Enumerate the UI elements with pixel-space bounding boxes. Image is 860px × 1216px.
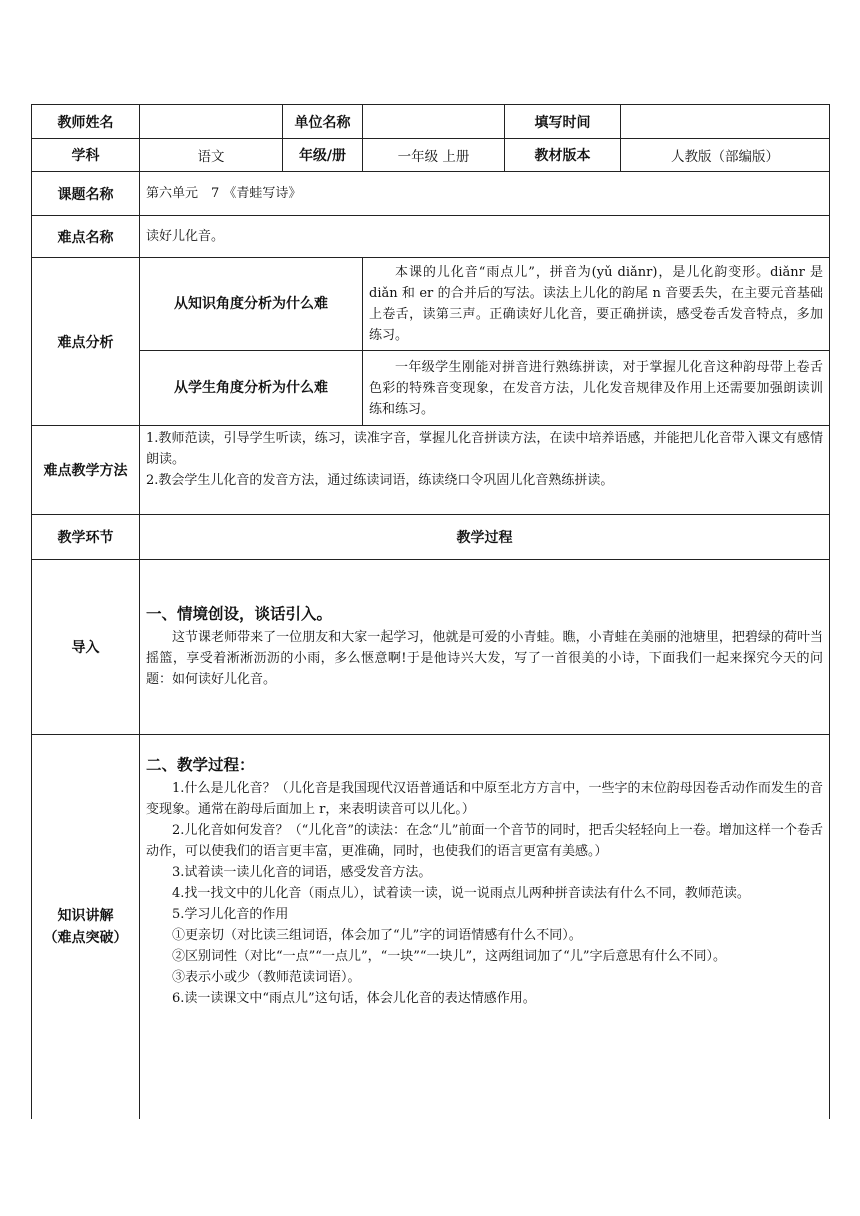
process-item: ③表示小或少（教师范读词语）。 [172,970,361,985]
teacher-name-value [140,105,283,139]
teaching-method-line-1: 1.教师范读，引导学生听读，练习，读准字音，掌握儿化音拼读方法，在读中培养语感，并能把儿化音带入课文有感情朗读。 [146,431,823,467]
fill-date-label: 填写时间 [505,105,621,139]
student-angle-label: 从学生角度分析为什么难 [140,351,363,426]
process-section-title: 二、教学过程： [146,756,255,774]
teaching-method-label: 难点教学方法 [32,426,140,515]
knowledge-stage-label-line-1: 知识讲解 [57,907,114,924]
analysis-row-knowledge [32,258,830,351]
analysis-row-student [32,351,830,426]
process-item: 4.找一找文中的儿化音（雨点儿），试着读一读，说一说雨点儿两种拼音读法有什么不同，教师范读。 [172,886,750,901]
student-angle-text: 一年级学生刚能对拼音进行熟练拼读，对于掌握儿化音这种韵母带上卷舌色彩的特殊音变现象，在发音方法，儿化发音规律及作用上还需要加强朗读训练和练习。 [363,351,830,426]
process-item: 2.儿化音如何发音？（“儿化音”的读法：在念“儿”前面一个音节的同时，把舌尖轻轻向上一卷。增加这样一个卷舌动作，可以使我们的语言更丰富，更准确，同时，也使我们的语言更富有美感。） [146,823,823,859]
difficulty-name-value: 读好儿化音。 [140,216,830,258]
lesson-title-label: 课题名称 [32,172,140,216]
difficulty-name-label: 难点名称 [32,216,140,258]
knowledge-angle-label: 从知识角度分析为什么难 [140,258,363,351]
teaching-method-text [140,426,830,515]
knowledge-content [140,735,830,1119]
teaching-stage-header: 教学环节 [32,515,140,560]
process-item: 3.试着读一读儿化音的词语，感受发音方法。 [172,865,432,880]
teacher-name-label: 教师姓名 [32,105,140,139]
lesson-plan-form [31,104,829,1119]
intro-content [140,560,830,735]
knowledge-angle-text: 本课的儿化音“雨点儿”，拼音为(yǔ diǎnr)，是儿化韵变形。diǎnr 是 diǎn 和 er 的合并后的写法。读法上儿化的韵尾 n 音要丢失，在主要元音基础上卷舌，读第三声。正确读好儿化音，要正确拼读，感受卷舌发音特点，多加练习。 [363,258,830,351]
unit-name-label: 单位名称 [283,105,363,139]
grade-label: 年级/册 [283,139,363,172]
knowledge-stage-label-line-2: （难点突破） [43,929,128,946]
intro-section-title: 一、情境创设，谈话引入。 [146,605,333,623]
knowledge-row [32,735,830,1119]
subject-value: 语文 [140,139,283,172]
process-item: 6.读一读课文中“雨点儿”这句话，体会儿化音的表达情感作用。 [172,991,536,1006]
lesson-row [32,172,830,216]
subject-label: 学科 [32,139,140,172]
method-row [32,426,830,515]
info-row-1 [32,105,830,139]
intro-row [32,560,830,735]
lesson-plan-table [31,104,830,1119]
process-item: 5.学习儿化音的作用 [172,907,289,922]
intro-stage-label: 导入 [32,560,140,735]
info-row-2 [32,139,830,172]
grade-value: 一年级 上册 [363,139,505,172]
intro-paragraph: 这节课老师带来了一位朋友和大家一起学习，他就是可爱的小青蛙。瞧，小青蛙在美丽的池塘里，把碧绿的荷叶当摇篮，享受着淅淅沥沥的小雨，多么惬意啊!于是他诗兴大发，写了一首很美的小诗，下面我们一起来探究今天的问题：如何读好儿化音。 [146,630,823,687]
unit-name-value [363,105,505,139]
fill-date-value [621,105,830,139]
difficulty-analysis-label: 难点分析 [32,258,140,426]
knowledge-stage-label [32,735,140,1119]
process-header-row [32,515,830,560]
lesson-title-value: 第六单元 7 《青蛙写诗》 [140,172,830,216]
teaching-process-header: 教学过程 [140,515,830,560]
process-item: ②区别词性（对比“一点”“一点儿”，“一块”“一块儿”，这两组词加了“儿”字后意思有什么不同）。 [172,949,726,964]
edition-label: 教材版本 [505,139,621,172]
edition-value: 人教版（部编版） [621,139,830,172]
difficulty-row [32,216,830,258]
teaching-method-line-2: 2.教会学生儿化音的发音方法，通过练读词语，练读绕口令巩固儿化音熟练拼读。 [146,473,614,488]
process-item: 1.什么是儿化音？（儿化音是我国现代汉语普通话和中原至北方方言中，一些字的末位韵母因卷舌动作而发生的音变现象。通常在韵母后面加上 r，来表明读音可以儿化。） [146,781,823,817]
process-item: ①更亲切（对比读三组词语，体会加了“儿”字的词语情感有什么不同）。 [172,928,582,943]
